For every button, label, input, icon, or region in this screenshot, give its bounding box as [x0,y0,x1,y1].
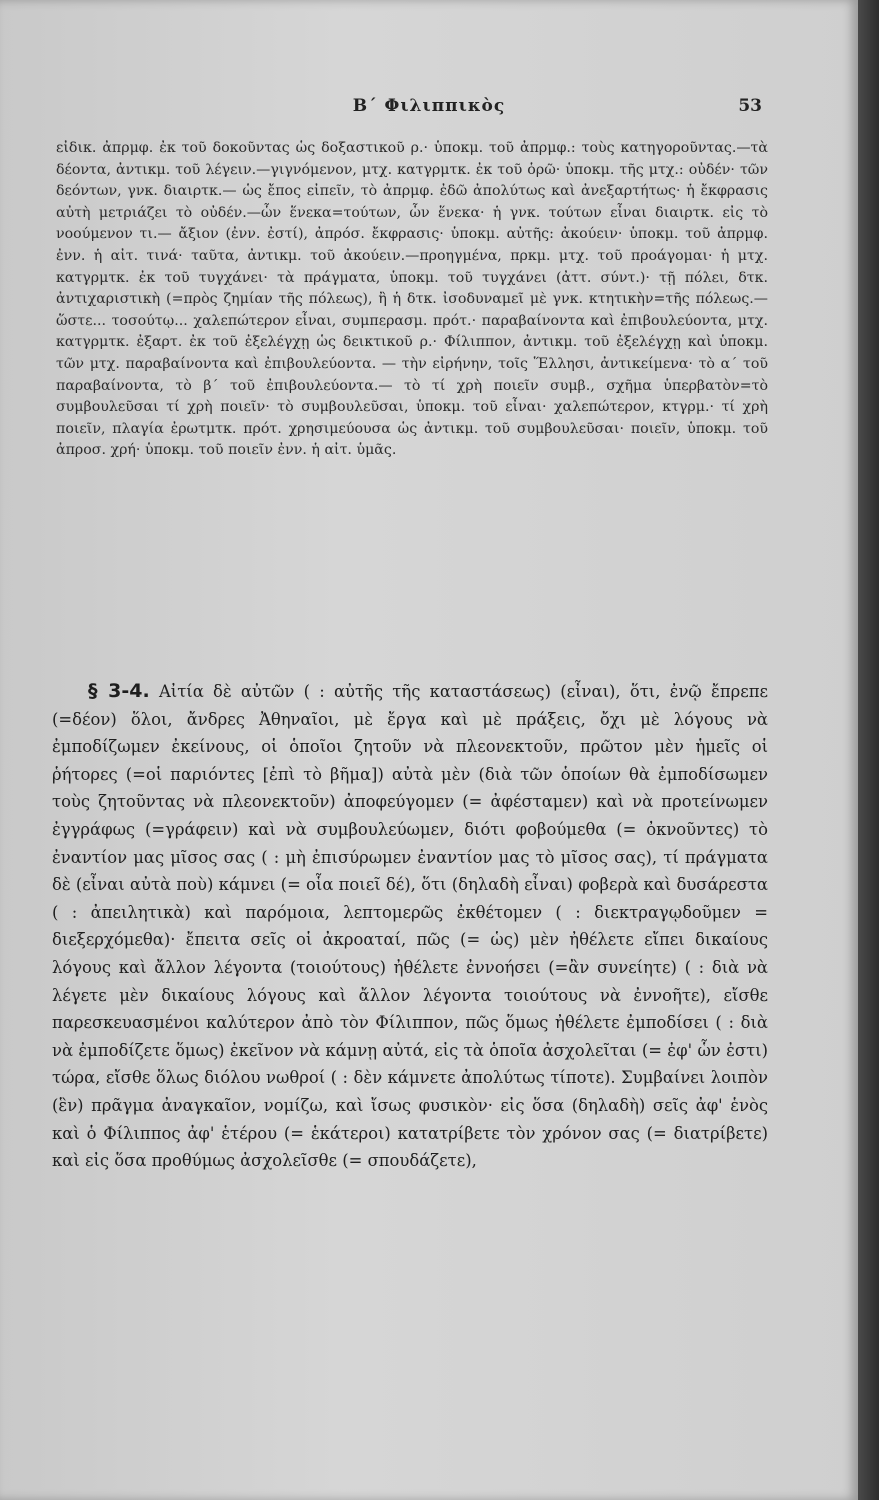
main-text: Αἰτία δὲ αὐτῶν ( : αὐτῆς τῆς καταστάσεως) (εἶναι), ὅτι, ἐνῷ ἔπρεπε (=δέον) ὅλοι, ἄνδρες Ἀθηναῖοι, μὲ ἔργα καὶ μὲ πράξεις, ὄχι μὲ λόγους νὰ ἐμποδίζωμεν ἐκείνους, οἱ ὁποῖοι ζητοῦν νὰ πλεονεκτοῦν, πρῶτον μὲν ἡμεῖς οἱ ῥήτορες (=οἱ παριόντες [ἐπὶ τὸ βῆμα]) αὐτὰ μὲν (διὰ τῶν ὁποίων θὰ ἐμποδίσωμεν τοὺς ζητοῦντας νὰ πλεονεκτοῦν) ἀποφεύγομεν (= ἀφέσταμεν) καὶ νὰ προτείνωμεν ἐγγράφως (=γράφειν) καὶ νὰ συμβουλεύωμεν, διότι φοβούμεθα (= ὀκνοῦντες) τὸ ἐναντίον μας μῖσος σας ( : μὴ ἐπισύρωμεν ἐναντίον μας τὸ μῖσος σας), τί πράγματα δὲ (εἶναι αὐτὰ ποὺ) κάμνει (= οἷα ποιεῖ δέ), ὅτι (δηλαδὴ εἶναι) φοβερὰ καὶ δυσάρεστα ( : ἀπειλητικὰ) καὶ παρόμοια, λεπτομερῶς ἐκθέτομεν ( : διεκτραγῳδοῦμεν = διεξερχόμεθα)· ἔπειτα σεῖς οἱ ἀκροαταί, πῶς (= ὡς) μὲν ἠθέλετε εἴπει δικαίους λόγους καὶ ἄλλον λέγοντα (τοιούτους) ἠθέλετε ἐννοήσει (=ἂν συνείητε) ( : διὰ νὰ λέγετε μὲν δικαίους λόγους καὶ ἄλλον λέγοντα τοιούτους νὰ ἐννοῆτε), εἴσθε παρεσκευασμένοι καλύτερον ἀπὸ τὸν Φίλιππον, πῶς ὅμως ἠθέλετε ἐμποδίσει ( : διὰ νὰ ἐμποδίζετε ὅμως) ἐκεῖνον νὰ κάμνῃ αὐτά, εἰς τὰ ὁποῖα ἀσχολεῖται (= ἐφ' ὧν ἐστι) τώρα, εἴσθε ὅλως διόλου νωθροί ( : δὲν κάμνετε ἀπολύτως τίποτε). Συμβαίνει λοιπὸν (ἓν) πρᾶγμα ἀναγκαῖον, νομίζω, καὶ ἴσως φυσικὸν· εἰς ὅσα (δηλαδὴ) σεῖς ἀφ' ἑνὸς καὶ ὁ Φίλιππος ἀφ' ἑτέρου (= ἑκάτεροι) κατατρίβετε τὸν χρόνον σας (= διατρίβετε) καὶ εἰς ὅσα προθύμως ἀσχολεῖσθε (= σπουδάζετε), [52,682,768,1171]
translation-section [52,678,768,1175]
notes-paragraph: εἰδικ. ἀπρμφ. ἐκ τοῦ δοκοῦντας ὡς δοξαστικοῦ ρ.· ὑποκμ. τοῦ ἀπρμφ.: τοὺς κατηγοροῦντας.—τὰ δέοντα, ἀντικμ. τοῦ λέγειν.—γιγνόμενον, μτχ. κατγρμτκ. ἐκ τοῦ ὁρῶ· ὑποκμ. τῆς μτχ.: οὐδέν· τῶν δεόντων, γνκ. διαιρτκ.— ὡς ἔπος εἰπεῖν, τὸ ἀπρμφ. ἐδῶ ἀπολύτως καὶ ἀνεξαρτήτως· ἡ ἔκφρασις αὐτὴ μετριάζει τὸ οὐδέν.—ὧν ἕνεκα=τούτων, ὧν ἕνεκα· ἡ γνκ. τούτων εἶναι διαιρτκ. εἰς τὸ νοούμενον τι.— ἄξιον (ἐνν. ἐστί), ἀπρόσ. ἔκφρασις· ὑποκμ. αὐτῆς: ἀκούειν· ὑποκμ. τοῦ ἀπρμφ. ἐνν. ἡ αἰτ. τινά· ταῦτα, ἀντικμ. τοῦ ἀκούειν.—προηγμένα, πρκμ. μτχ. τοῦ προάγομαι· ἡ μτχ. κατγρμτκ. ἐκ τοῦ τυγχάνει· τὰ πράγματα, ὑποκμ. τοῦ τυγχάνει (ἀττ. σύντ.)· τῇ πόλει, δτκ. ἀντιχαριστικὴ (=πρὸς ζημίαν τῆς πόλεως), ἢ ἡ δτκ. ἰσοδυναμεῖ μὲ γνκ. κτητικὴν=τῆς πόλεως.—ὥστε... τοσούτῳ... χαλεπώτερον εἶναι, συμπερασμ. πρότ.· παραβαίνοντα καὶ ἐπιβουλεύοντα, μτχ. κατγρμτκ. ἐξαρτ. ἐκ τοῦ ἐξελέγχῃ ὡς δεικτικοῦ ρ.· Φίλιππον, ἀντικμ. τοῦ ἐξελέγχῃ καὶ ὑποκμ. τῶν μτχ. παραβαίνοντα καὶ ἐπιβουλεύοντα. — τὴν εἰρήνην, τοῖς Ἕλλησι, ἀντικείμενα· τὸ α΄ τοῦ παραβαίνοντα, τὸ β΄ τοῦ ἐπιβουλεύοντα.— τὸ τί χρὴ ποιεῖν συμβ., σχῆμα ὑπερβατὸν=τὸ συμβουλεῦσαι τί χρὴ ποιεῖν· τὸ συμβουλεῦσαι, ὑποκμ. τοῦ εἶναι· χαλεπώτερον, κτγρμ.· τί χρὴ ποιεῖν, πλαγία ἐρωτμτκ. πρότ. χρησιμεύουσα ὡς ἀντικμ. τοῦ συμβουλεῦσαι· ποιεῖν, ὑποκμ. τοῦ ἀπροσ. χρή· ὑποκμ. τοῦ ποιεῖν ἐνν. ἡ αἰτ. ὑμᾶς. [56,140,768,459]
running-header [0,96,858,120]
commentary-notes [56,138,768,462]
page-edge [858,0,879,1500]
page-number: 53 [738,96,762,116]
main-paragraph [52,678,768,1175]
section-label: § 3-4. [88,680,150,702]
running-title: Β΄ Φιλιππικὸς [352,96,506,116]
